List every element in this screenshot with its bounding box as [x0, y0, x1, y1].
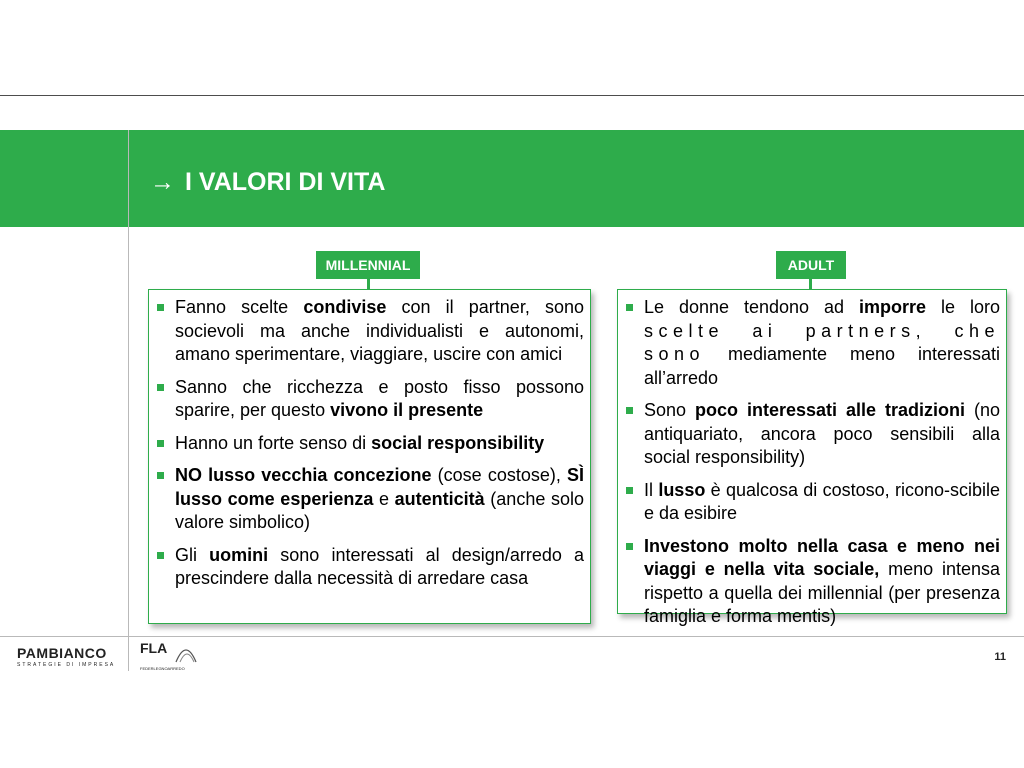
- millennial-bullet-text: condivise: [303, 297, 387, 317]
- page-title-text: I VALORI DI VITA: [185, 168, 386, 196]
- adult-bullet-text: lusso: [658, 479, 706, 500]
- fla-logo-mark-icon: [174, 642, 198, 664]
- millennial-bullet-text: (anche solo valore simbolico): [175, 488, 584, 532]
- millennial-bullet-text: NO lusso vecchia concezione: [175, 465, 432, 485]
- square-bullet-icon: [157, 304, 164, 311]
- square-bullet-icon: [157, 384, 164, 391]
- millennial-bullet-text: vivono il presente: [330, 400, 484, 420]
- adult-bullet-text: le loro: [926, 297, 1000, 317]
- vertical-divider: [128, 130, 129, 671]
- millennial-bullet-item: [155, 464, 584, 535]
- adult-bullet-item: [624, 535, 1000, 629]
- fla-logo-name: FLA: [140, 640, 168, 656]
- millennial-bullet-text: SÌ lusso come esperienza: [175, 465, 584, 509]
- millennial-bullet-text: Hanno un forte senso di: [175, 432, 372, 453]
- millennial-bullet-text: Sanno che ricchezza e posto fisso possono sparire, per questo: [175, 376, 584, 420]
- top-divider: [0, 95, 1024, 96]
- adult-tag: ADULT: [776, 251, 846, 279]
- adult-bullet-item: [624, 296, 1000, 390]
- adult-bullet-text: mediamente meno interessati all’arredo: [644, 344, 1000, 388]
- adult-bullet-text: è qualcosa di costoso, ricono-scibile e da esibire: [644, 479, 1000, 523]
- adult-bullet-text: meno intensa rispetto a quella dei millennial (per presenza famiglia e forma mentis): [644, 559, 1001, 626]
- footer-divider: [0, 636, 1024, 637]
- adult-panel: [617, 289, 1007, 626]
- adult-bullet-text: imporre: [859, 297, 927, 317]
- millennial-bullet-text: (cose costose),: [431, 465, 567, 485]
- adult-bullet-list: [624, 296, 1000, 629]
- adult-bullet-text: Le donne tendono ad: [644, 297, 860, 317]
- millennial-bullet-text: Fanno scelte: [175, 297, 304, 317]
- adult-bullet-text: Sono: [644, 400, 696, 420]
- square-bullet-icon: [626, 487, 633, 494]
- millennial-bullet-item: [155, 432, 584, 456]
- millennial-bullet-text: autenticità: [394, 488, 485, 509]
- page-number: 11: [994, 651, 1006, 663]
- millennial-bullet-text: Gli: [175, 544, 210, 565]
- fla-logo-tagline: FEDERLEGNOARREDO: [140, 666, 185, 671]
- millennial-bullet-item: [155, 544, 584, 591]
- millennial-bullet-item: [155, 296, 584, 367]
- arrow-right-icon: →: [150, 168, 175, 196]
- adult-bullet-text: scelte ai partners, che sono: [644, 320, 1000, 364]
- page-title: [150, 168, 385, 197]
- millennial-bullet-text: social responsibility: [371, 432, 545, 453]
- square-bullet-icon: [157, 440, 164, 447]
- fla-logo: [140, 640, 200, 672]
- millennial-tag: MILLENNIAL: [316, 251, 420, 279]
- adult-bullet-text: Investono molto nella casa e meno nei viaggi e nella vita sociale,: [644, 535, 1000, 579]
- adult-bullet-item: [624, 399, 1000, 470]
- millennial-bullet-text: e: [373, 488, 395, 509]
- millennial-bullet-list: [155, 296, 584, 591]
- adult-bullet-text: poco interessati alle tradizioni: [695, 400, 965, 420]
- square-bullet-icon: [157, 472, 164, 479]
- millennial-bullet-text: sono interessati al design/arredo a prescindere dalla necessità di arredare casa: [175, 544, 584, 588]
- adult-tag-connector: [809, 279, 812, 289]
- millennial-tag-connector: [367, 279, 370, 289]
- millennial-panel: [148, 289, 591, 624]
- millennial-bullet-text: con il partner, sono socievoli ma anche individualisti e autonomi, amano sperimentare, viaggiare, uscire con amici: [175, 297, 584, 364]
- millennial-bullet-text: uomini: [209, 544, 269, 565]
- pambianco-logo-name: PAMBIANCO: [17, 645, 107, 661]
- pambianco-logo: [17, 645, 117, 668]
- square-bullet-icon: [626, 543, 633, 550]
- square-bullet-icon: [157, 552, 164, 559]
- adult-bullet-text: (no antiquariato, ancora poco sensibili alla social responsibility): [644, 400, 1000, 467]
- adult-bullet-item: [624, 479, 1000, 526]
- square-bullet-icon: [626, 407, 633, 414]
- millennial-bullet-item: [155, 376, 584, 423]
- square-bullet-icon: [626, 304, 633, 311]
- adult-bullet-text: Il: [644, 479, 659, 500]
- pambianco-logo-tagline: STRATEGIE DI IMPRESA: [17, 662, 116, 668]
